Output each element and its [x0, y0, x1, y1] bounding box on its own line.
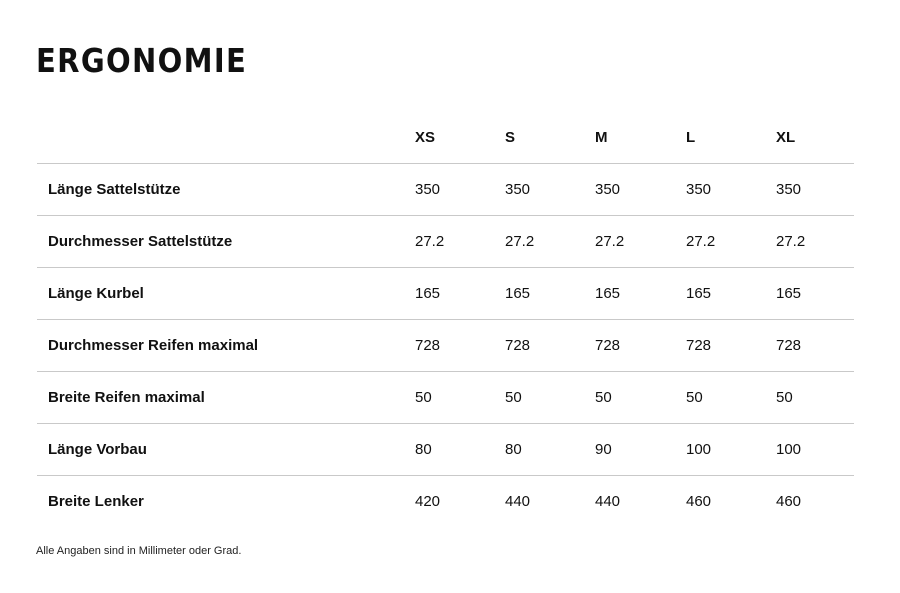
- table-cell: 165: [415, 268, 505, 320]
- header-size-xl: XL: [776, 113, 854, 164]
- table-cell: 27.2: [595, 216, 686, 268]
- table-cell: 80: [415, 424, 505, 476]
- table-cell: 165: [686, 268, 776, 320]
- table-cell: 350: [595, 164, 686, 216]
- row-label: Breite Lenker: [48, 492, 144, 510]
- page-title: ERGONOMIE: [36, 41, 248, 80]
- table-cell: 27.2: [415, 216, 505, 268]
- table-cell: 27.2: [776, 216, 854, 268]
- table-row: [37, 164, 854, 216]
- table-cell: 728: [505, 320, 595, 372]
- header-empty: [37, 113, 415, 164]
- table-cell: 350: [686, 164, 776, 216]
- table-cell: 165: [505, 268, 595, 320]
- table-cell: 728: [595, 320, 686, 372]
- table-row: [37, 424, 854, 476]
- header-size-m: M: [595, 113, 686, 164]
- table-cell: 350: [505, 164, 595, 216]
- ergonomics-table: [37, 113, 854, 527]
- table-cell: 50: [505, 372, 595, 424]
- table-cell: 27.2: [505, 216, 595, 268]
- table-cell: 80: [505, 424, 595, 476]
- row-label: Länge Kurbel: [37, 268, 415, 320]
- table-cell: 100: [776, 424, 854, 476]
- table-cell: 728: [776, 320, 854, 372]
- header-size-l: L: [686, 113, 776, 164]
- table-cell: 165: [595, 268, 686, 320]
- table-cell: 350: [776, 164, 854, 216]
- table-row: [37, 268, 854, 320]
- table-row: [37, 320, 854, 372]
- table-cell: 165: [776, 268, 854, 320]
- header-size-xs: XS: [415, 113, 505, 164]
- table-cell: 350: [415, 164, 505, 216]
- table-cell: 728: [686, 320, 776, 372]
- table-cell: 460: [776, 492, 802, 510]
- row-label: Breite Reifen maximal: [37, 372, 415, 424]
- row-label: Durchmesser Sattelstütze: [37, 216, 415, 268]
- table-header-row: [37, 113, 854, 164]
- table-cell: 50: [686, 372, 776, 424]
- table-cell: 460: [686, 492, 712, 510]
- table-cell: 440: [505, 492, 531, 510]
- table-cell: 728: [415, 320, 505, 372]
- table-row: [37, 372, 854, 424]
- table-cell: 420: [415, 492, 441, 510]
- row-label: Durchmesser Reifen maximal: [37, 320, 415, 372]
- row-label: Länge Sattelstütze: [37, 164, 415, 216]
- table-cell: 440: [595, 492, 621, 510]
- table-cell: 50: [415, 372, 505, 424]
- footnote: Alle Angaben sind in Millimeter oder Grad.: [36, 545, 242, 557]
- table-cell: 50: [595, 372, 686, 424]
- table-row: [37, 476, 854, 528]
- row-label: Länge Vorbau: [37, 424, 415, 476]
- table-row: [37, 216, 854, 268]
- table-cell: 50: [776, 372, 854, 424]
- table-cell: 27.2: [686, 216, 776, 268]
- table-cell: 90: [595, 424, 686, 476]
- table-cell: 100: [686, 424, 776, 476]
- header-size-s: S: [505, 113, 595, 164]
